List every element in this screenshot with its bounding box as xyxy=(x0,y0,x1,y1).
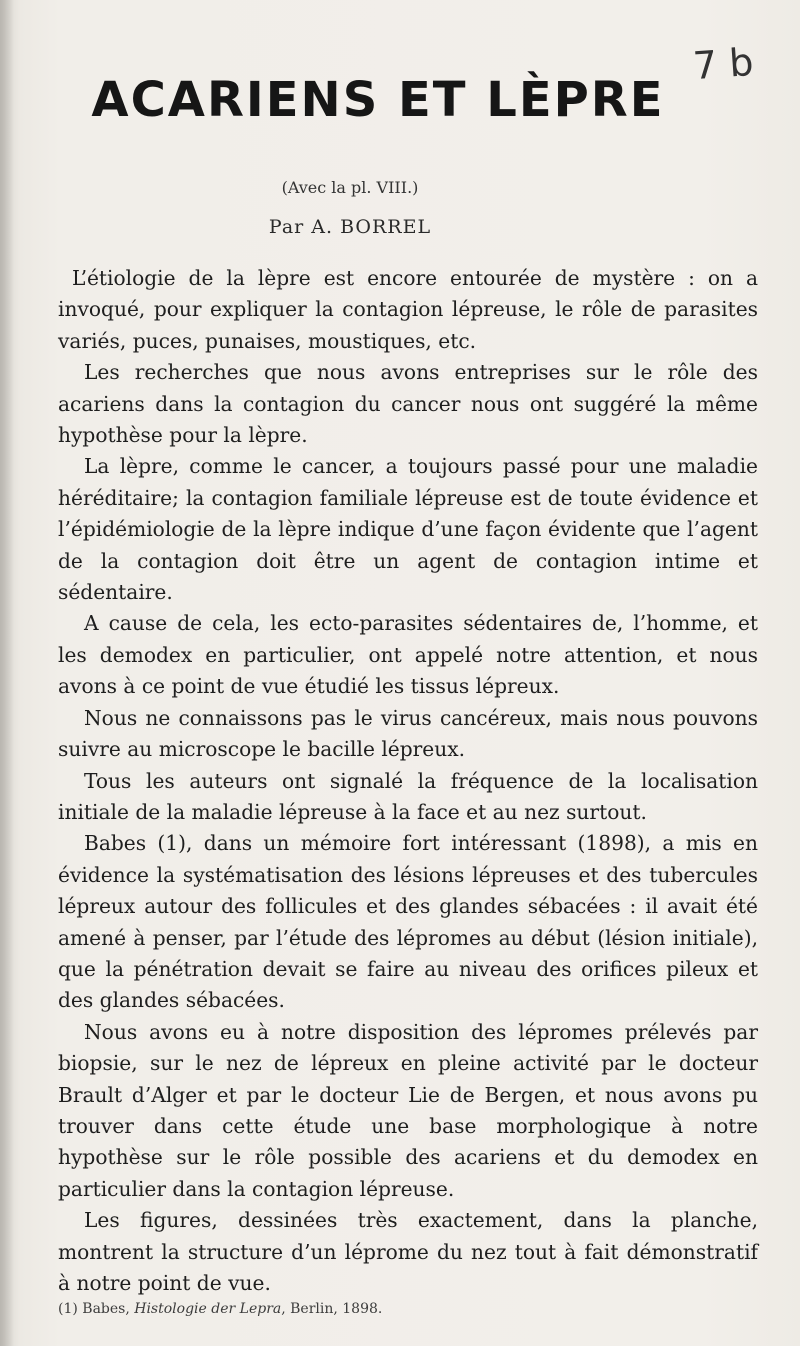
handwritten-mark: 7 b xyxy=(691,39,755,89)
footnote-publication: , Berlin, 1898. xyxy=(281,1301,383,1317)
paragraph-8: Nous avons eu à notre disposition des lépromes prélevés par biopsie, sur le nez de lépreux en pleine activité par le docteur Brault d’Alger et par le docteur Lie de Bergen, et nous avons pu trouver dans cette étude une base morphologique à notre hypothèse sur le rôle possible des acariens et du demodex en particulier dans la contagion lépreuse. xyxy=(58,1019,758,1201)
paragraph-1: L’étiologie de la lèpre est encore entourée de mystère : on a invoqué, pour expliquer la contagion lépreuse, le rôle de parasites variés, puces, punaises, moustiques, etc. xyxy=(58,266,758,353)
paragraph-4: A cause de cela, les ecto-parasites sédentaires de, l’homme, et les demodex en particulier, ont appelé notre attention, et nous avons à ce point de vue étudié les tissus lépreux. xyxy=(58,611,758,699)
author-line: Par A. BORREL xyxy=(268,216,432,238)
plate-reference: (Avec la pl. VIII.) xyxy=(281,178,419,197)
footnote-author: Babes, xyxy=(82,1301,135,1317)
footnote-marker: (1) xyxy=(58,1301,83,1317)
paragraph-5: Nous ne connaissons pas le virus cancéreux, mais nous pouvons suivre au microscope le bacille lépreux. xyxy=(58,705,758,762)
paragraph-6: Tous les auteurs ont signalé la fréquence de la localisation initiale de la maladie lépreuse à la face et au nez surtout. xyxy=(58,768,758,824)
binding-shadow xyxy=(0,0,14,1346)
article-body xyxy=(58,263,758,1299)
footnote-work-title: Histologie der Lepra xyxy=(134,1301,282,1317)
paragraph-7: Babes (1), dans un mémoire fort intéressant (1898), a mis en évidence la systématisation des lésions lépreuses et des tubercules lépreux autour des follicules et des glandes sébacées : il avait été amené à penser, par l’étude des lépromes au début (lésion initiale), que la pénétration devait se faire au niveau des orifices pileux et des glandes sébacées. xyxy=(58,831,758,1013)
paragraph-9: Les figures, dessinées très exactement, dans la planche, montrent la structure d’un léprome du nez tout à fait démonstratif à notre point de vue. xyxy=(58,1208,758,1295)
paragraph-2: Les recherches que nous avons entreprises sur le rôle des acariens dans la contagion du cancer nous ont suggéré la même hypothèse pour la lèpre. xyxy=(58,360,758,448)
footnote xyxy=(58,1301,758,1317)
article-title: ACARIENS ET LÈPRE xyxy=(91,72,665,128)
paragraph-3: La lèpre, comme le cancer, a toujours passé pour une maladie héréditaire; la contagion familiale lépreuse est de toute évidence et l’épidémiologie de la lèpre indique d’une façon évidente que l’agent de la contagion doit être un agent de contagion intime et sédentaire. xyxy=(58,454,758,605)
